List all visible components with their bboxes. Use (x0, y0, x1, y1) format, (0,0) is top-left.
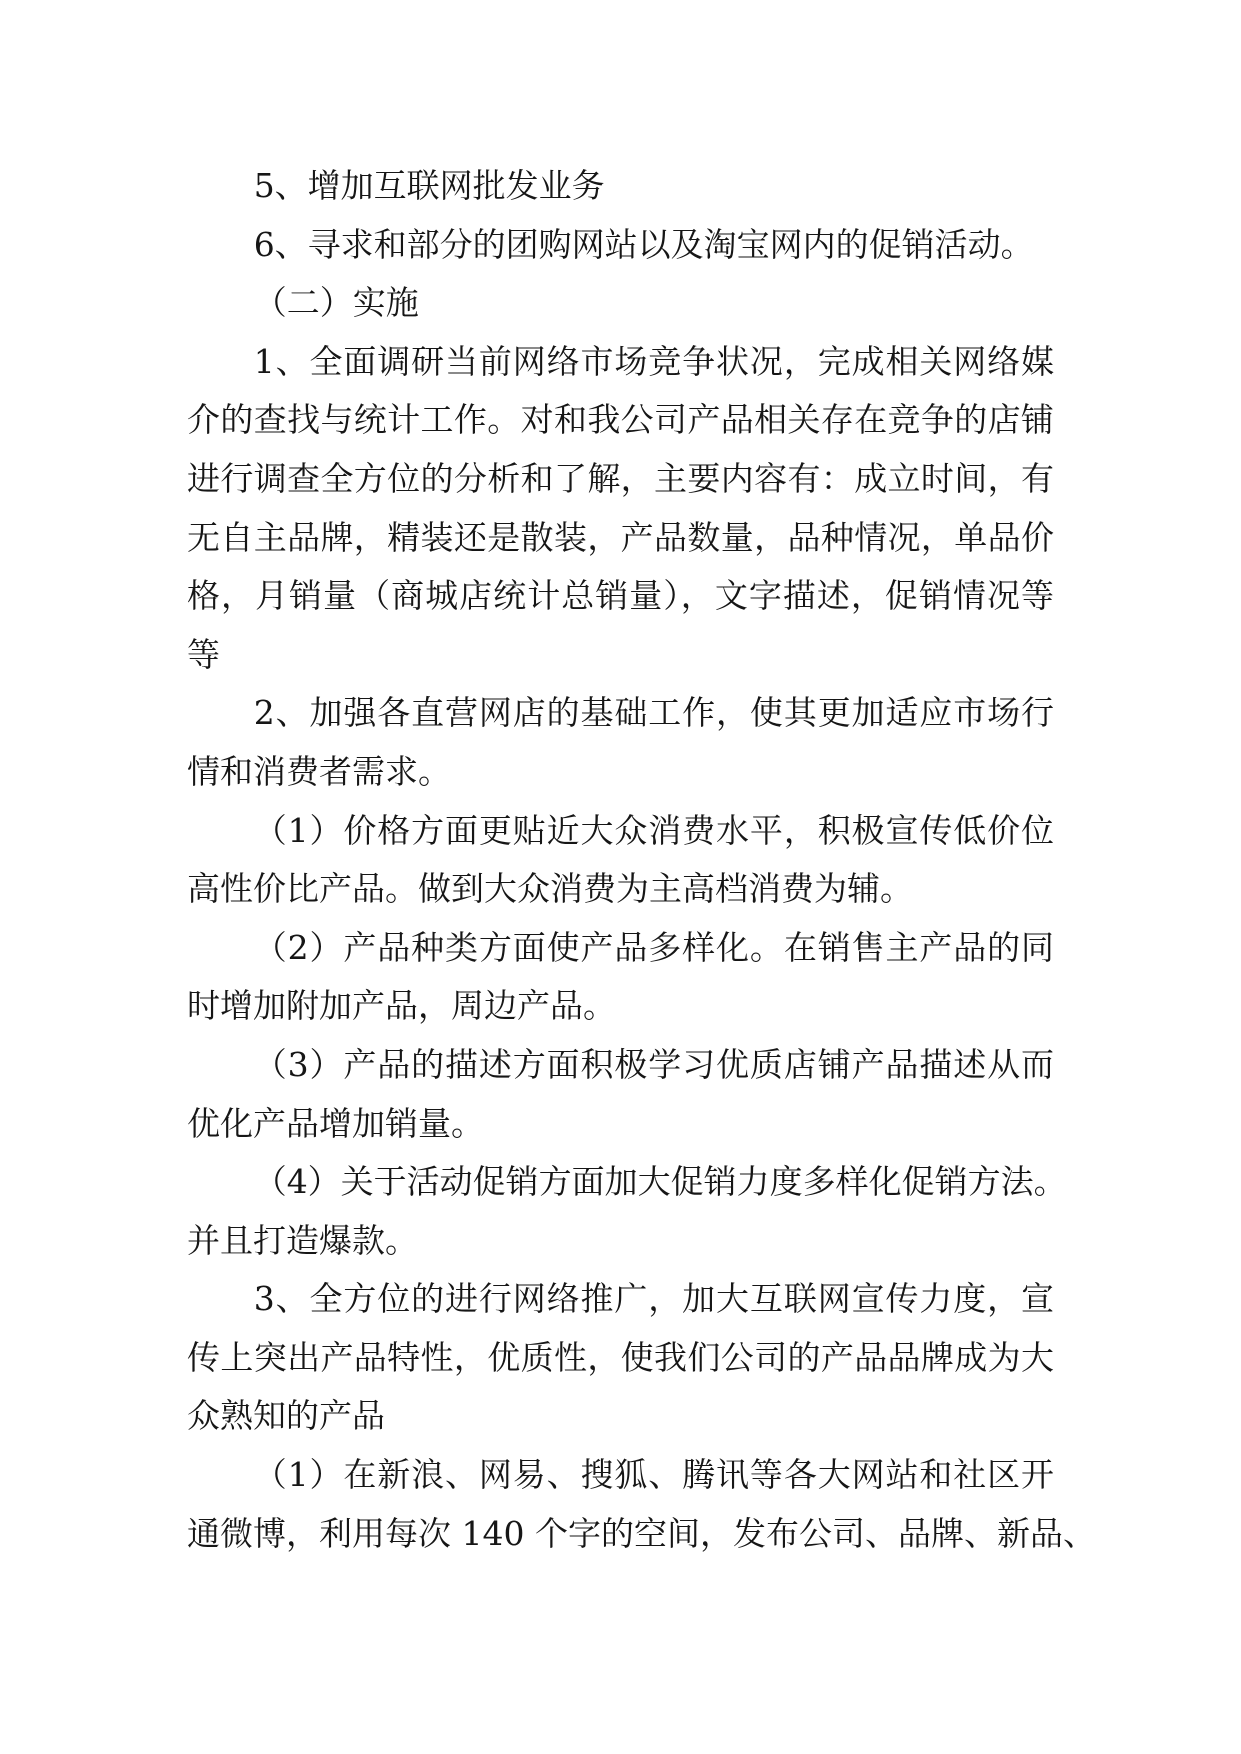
text-line: 介的查找与统计工作。对和我公司产品相关存在竞争的店铺 (187, 400, 1054, 440)
text-line: 优化产品增加销量。 (187, 1103, 484, 1143)
text-line: （1）价格方面更贴近大众消费水平，积极宣传低价位 (253, 810, 1054, 850)
text-line: 传上突出产品特性，优质性，使我们公司的产品品牌成为大 (187, 1337, 1054, 1377)
document-body (187, 157, 1096, 1563)
text-line: 通微博，利用每次 140 个字的空间，发布公司、品牌、新品、 (187, 1513, 1096, 1553)
paragraph-group-buying (187, 216, 1054, 275)
section-heading-implementation (187, 274, 1054, 333)
paragraph-online-promotion (187, 1270, 1054, 1446)
text-line: 并且打造爆款。 (187, 1220, 418, 1260)
text-line: 2、加强各直营网店的基础工作，使其更加适应市场行 (253, 693, 1054, 733)
text-line: 等 (187, 634, 220, 674)
paragraph-product-variety (187, 919, 1054, 1036)
text-line: 情和消费者需求。 (187, 751, 451, 791)
text-line: 格，月销量（商城店统计总销量），文字描述，促销情况等 (187, 576, 1054, 616)
section-heading: （二）实施 (253, 283, 419, 323)
text-line: 3、全方位的进行网络推广，加大互联网宣传力度，宣 (253, 1279, 1054, 1319)
text-line: （3）产品的描述方面积极学习优质店铺产品描述从而 (253, 1044, 1054, 1084)
text-line: 众熟知的产品 (187, 1396, 385, 1436)
text-line: 进行调查全方位的分析和了解，主要内容有：成立时间，有 (187, 458, 1054, 498)
text-line: （2）产品种类方面使产品多样化。在销售主产品的同 (253, 927, 1054, 967)
paragraph-product-description (187, 1036, 1054, 1153)
text-line: 5、增加互联网批发业务 (253, 166, 605, 205)
text-line: 时增加附加产品，周边产品。 (187, 986, 616, 1026)
text-line: （4）关于活动促销方面加大促销力度多样化促销方法。 (253, 1162, 1067, 1202)
text-line: 1、全面调研当前网络市场竞争状况，完成相关网络媒 (253, 341, 1054, 381)
paragraph-market-research (187, 333, 1054, 685)
paragraph-weibo (187, 1446, 1096, 1563)
paragraph-store-basics (187, 684, 1054, 801)
text-line: （1）在新浪、网易、搜狐、腾讯等各大网站和社区开 (253, 1455, 1054, 1495)
paragraph-pricing (187, 802, 1054, 919)
text-line: 高性价比产品。做到大众消费为主高档消费为辅。 (187, 869, 913, 909)
paragraph-internet-wholesale (187, 157, 1054, 216)
text-line: 6、寻求和部分的团购网站以及淘宝网内的促销活动。 (253, 224, 1034, 264)
text-line: 无自主品牌，精装还是散装，产品数量，品种情况，单品价 (187, 517, 1054, 557)
paragraph-promotions (187, 1153, 1067, 1270)
